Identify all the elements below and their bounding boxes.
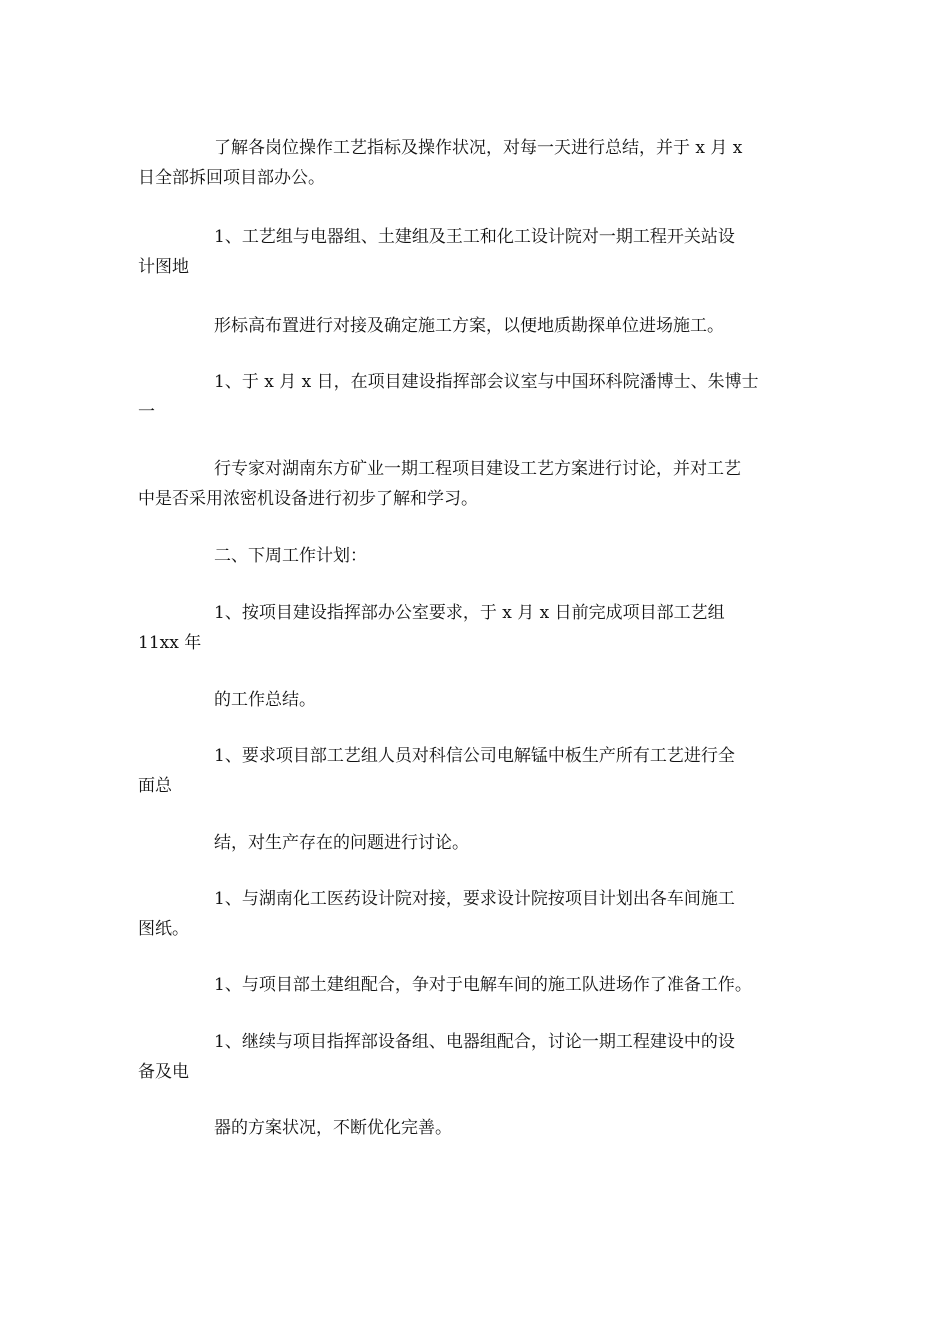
paragraph-1 bbox=[138, 133, 818, 193]
paragraph-5 bbox=[138, 454, 818, 514]
paragraph-11-line-2: 图纸。 bbox=[138, 919, 189, 939]
paragraph-5-line-1: 行专家对湖南东方矿业一期工程项目建设工艺方案进行讨论，并对工艺 bbox=[214, 459, 741, 479]
paragraph-9-line-1: 1、要求项目部工艺组人员对科信公司电解锰中板生产所有工艺进行全 bbox=[214, 746, 735, 766]
paragraph-11-line-1: 1、与湖南化工医药设计院对接，要求设计院按项目计划出各车间施工 bbox=[214, 889, 735, 909]
paragraph-2-line-1: 1、工艺组与电器组、土建组及王工和化工设计院对一期工程开关站设 bbox=[214, 227, 735, 247]
paragraph-2-line-2: 计图地 bbox=[138, 257, 189, 277]
paragraph-9 bbox=[138, 741, 818, 801]
paragraph-12 bbox=[138, 970, 818, 1000]
paragraph-4-line-1: 1、于 x 月 x 日，在项目建设指挥部会议室与中国环科院潘博士、朱博士 bbox=[214, 372, 759, 392]
paragraph-3-line-1: 形标高布置进行对接及确定施工方案，以便地质勘探单位进场施工。 bbox=[214, 316, 724, 336]
paragraph-13 bbox=[138, 1027, 818, 1087]
paragraph-14 bbox=[138, 1113, 818, 1143]
paragraph-1-line-2: 日全部拆回项目部办公。 bbox=[138, 168, 325, 188]
paragraph-9-line-2: 面总 bbox=[138, 776, 172, 796]
paragraph-10-line-1: 结，对生产存在的问题进行讨论。 bbox=[214, 833, 469, 853]
paragraph-14-line-1: 器的方案状况，不断优化完善。 bbox=[214, 1118, 452, 1138]
paragraph-13-line-1: 1、继续与项目指挥部设备组、电器组配合，讨论一期工程建设中的设 bbox=[214, 1032, 735, 1052]
paragraph-2 bbox=[138, 222, 818, 282]
paragraph-8 bbox=[138, 685, 818, 715]
paragraph-7-line-1: 1、按项目建设指挥部办公室要求，于 x 月 x 日前完成项目部工艺组 bbox=[214, 603, 725, 623]
section-heading-text: 二、下周工作计划： bbox=[214, 546, 367, 566]
paragraph-7-line-2: 11xx 年 bbox=[138, 633, 202, 653]
paragraph-7 bbox=[138, 598, 818, 658]
paragraph-13-line-2: 备及电 bbox=[138, 1062, 189, 1082]
paragraph-8-line-1: 的工作总结。 bbox=[214, 690, 316, 710]
paragraph-12-line-1: 1、与项目部土建组配合，争对于电解车间的施工队进场作了准备工作。 bbox=[214, 975, 752, 995]
section-heading bbox=[138, 541, 818, 571]
paragraph-4 bbox=[138, 367, 818, 427]
paragraph-11 bbox=[138, 884, 818, 944]
paragraph-4-line-2: 一 bbox=[138, 402, 155, 422]
paragraph-3 bbox=[138, 311, 818, 341]
paragraph-10 bbox=[138, 828, 818, 858]
paragraph-5-line-2: 中是否采用浓密机设备进行初步了解和学习。 bbox=[138, 489, 478, 509]
paragraph-1-line-1: 了解各岗位操作工艺指标及操作状况，对每一天进行总结，并于 x 月 x bbox=[214, 138, 743, 158]
